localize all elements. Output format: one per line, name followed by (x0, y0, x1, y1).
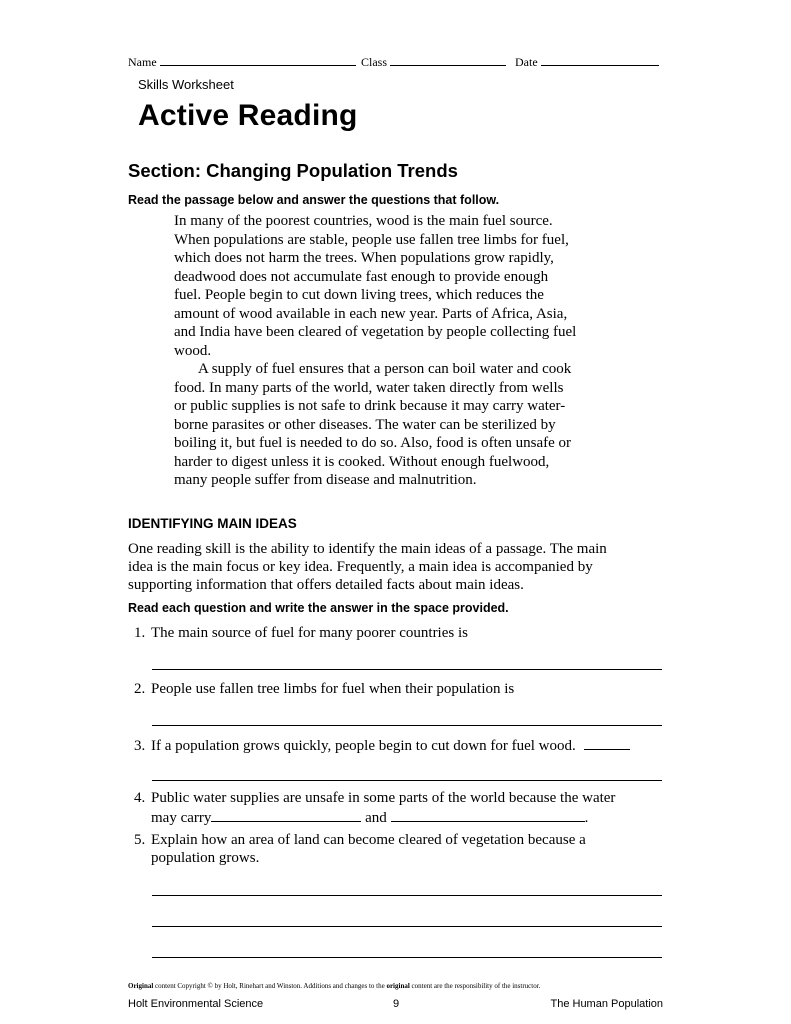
copyright-text: content Copyright © by Holt, Rinehart and Winston. Additions and changes to the (153, 982, 387, 990)
passage-line: borne parasites or other diseases. The water can be sterilized by (174, 416, 556, 433)
date-blank[interactable] (541, 53, 659, 66)
passage-line: deadwood does not accumulate fast enough to provide enough (174, 268, 549, 285)
skills-label: Skills Worksheet (138, 77, 234, 92)
name-label: Name (128, 55, 157, 69)
question-4 (134, 789, 615, 827)
footer-chapter-title: The Human Population (550, 998, 663, 1010)
copyright-text: content are the responsibility of the instructor. (409, 982, 541, 990)
answer-blank-3[interactable] (584, 735, 630, 750)
passage-line: and India have been cleared of vegetation by people collecting fuel (174, 324, 577, 340)
identifying-heading: IDENTIFYING MAIN IDEAS (128, 516, 297, 531)
footer-page-number: 9 (393, 998, 400, 1010)
section-title: Section: Changing Population Trends (128, 160, 458, 181)
question-text: If a population grows quickly, people begin to cut down for fuel wood. (151, 738, 576, 754)
intro-line: supporting information that offers detailed facts about main ideas. (128, 577, 524, 593)
class-blank[interactable] (390, 53, 506, 66)
passage-line: In many of the poorest countries, wood is the main fuel source. (174, 213, 553, 229)
question-text: Public water supplies are unsafe in some parts of the world because the water (151, 790, 616, 806)
answer-blank-4b[interactable] (391, 807, 585, 822)
question-text-cont: may carry (151, 810, 212, 826)
question-text: People use fallen tree limbs for fuel when their population is (151, 681, 515, 697)
answer-line-5c[interactable] (152, 957, 662, 958)
question-text: The main source of fuel for many poorer countries is (151, 625, 468, 641)
passage-line: wood. (174, 342, 212, 359)
question-text-and: and (365, 810, 387, 826)
intro-line: One reading skill is the ability to identify the main ideas of a passage. The main (128, 541, 607, 557)
copyright-bold: original (386, 982, 410, 990)
footer-book-title: Holt Environmental Science (128, 998, 264, 1010)
passage-line: which does not harm the trees. When populations grow rapidly, (174, 250, 554, 266)
passage-line: or public supplies is not safe to drink because it may carry water- (174, 398, 566, 414)
passage-line: food. In many parts of the world, water taken directly from wells (174, 379, 564, 396)
date-label: Date (515, 55, 538, 69)
class-label: Class (361, 55, 388, 69)
question-number: 1. (134, 625, 146, 641)
intro-line: idea is the main focus or key idea. Frequently, a main idea is accompanied by (128, 559, 593, 575)
question-text: Explain how an area of land can become cleared of vegetation because a (151, 832, 586, 848)
question-3 (134, 735, 630, 755)
answer-line-5a[interactable] (152, 895, 662, 896)
questions-instruction: Read each question and write the answer in the space provided. (128, 601, 509, 615)
copyright-bold: Original (128, 982, 154, 990)
passage-line: harder to digest unless it is cooked. Without enough fuelwood, (174, 453, 550, 470)
question-1 (134, 624, 468, 642)
passage-line: A supply of fuel ensures that a person can boil water and cook (198, 361, 572, 377)
question-text-period: . (584, 810, 589, 826)
passage-instruction: Read the passage below and answer the questions that follow. (128, 193, 500, 207)
page-title: Active Reading (138, 99, 358, 132)
question-5 (134, 831, 586, 867)
reading-passage (174, 212, 624, 490)
question-number: 3. (134, 738, 146, 754)
passage-line: When populations are stable, people use fallen tree limbs for fuel, (174, 231, 569, 248)
question-number: 2. (134, 681, 146, 697)
question-number: 4. (134, 790, 146, 806)
copyright-notice (128, 982, 540, 990)
identifying-intro (128, 540, 668, 594)
class-field (361, 53, 506, 70)
name-field (128, 53, 356, 70)
answer-line-2[interactable] (152, 725, 662, 726)
answer-line-3[interactable] (152, 780, 662, 781)
answer-line-1[interactable] (152, 669, 662, 670)
question-2 (134, 680, 514, 698)
answer-blank-4a[interactable] (211, 807, 361, 822)
question-number: 5. (134, 832, 146, 848)
name-blank[interactable] (160, 53, 356, 66)
date-field (515, 53, 659, 70)
passage-line: many people suffer from disease and malnutrition. (174, 472, 477, 488)
question-text-cont: population grows. (151, 850, 260, 866)
answer-line-5b[interactable] (152, 926, 662, 927)
passage-line: amount of wood available in each new year. Parts of Africa, Asia, (174, 305, 568, 322)
passage-line: fuel. People begin to cut down living trees, which reduces the (174, 287, 544, 303)
passage-line: boiling it, but fuel is needed to do so. Also, food is often unsafe or (174, 435, 572, 451)
